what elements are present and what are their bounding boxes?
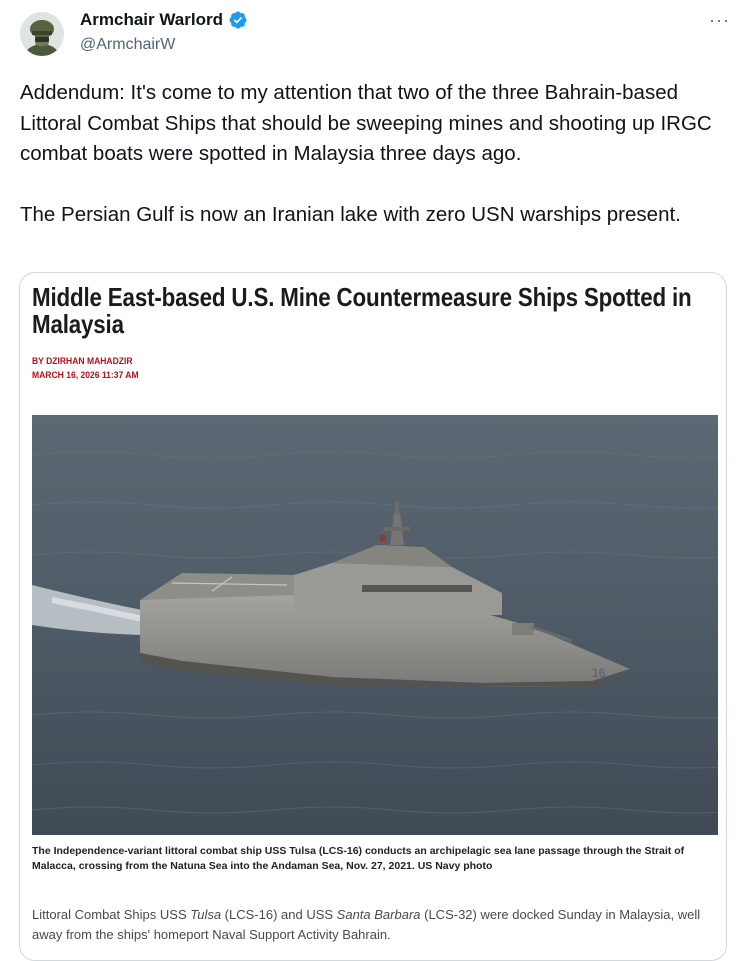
article-byline: [32, 355, 139, 383]
more-options-icon[interactable]: ···: [709, 10, 730, 30]
lede-text-1: Littoral Combat Ships USS: [32, 907, 191, 922]
photo-caption: The Independence-variant littoral combat ship USS Tulsa (LCS-16) conducts an archipelagic sea lane passage through the Strait of Malacca, crossing from the Natuna Sea into the Andaman Sea, Nov. 27, 2021. US Navy photo: [32, 845, 685, 872]
byline-date: MARCH 16, 2026 11:37 AM: [32, 370, 139, 381]
verified-badge-icon[interactable]: [228, 10, 248, 30]
display-name[interactable]: Armchair Warlord: [80, 10, 223, 29]
soldier-helmet-avatar-icon: [20, 12, 64, 56]
ship-photo-image: [32, 415, 718, 835]
article-lede: [32, 905, 712, 945]
lede-text-2: (LCS-16) and USS: [221, 907, 337, 922]
tweet-text: Addendum: It's come to my attention that two of the three Bahrain-based Littoral Combat Ships that should be sweeping mines and shooting up IRGC combat boats were spotted in Malaysia three days ago. The Persian Gulf is now an Iranian lake with zero USN warships present.: [20, 81, 712, 226]
lede-ship-2: Santa Barbara: [336, 907, 421, 922]
article-headline: Middle East-based U.S. Mine Countermeasure Ships Spotted in Malaysia: [32, 282, 692, 339]
article-photo: [32, 415, 718, 835]
author-name-row: [80, 10, 248, 30]
lede-text-3: (LCS-32) were docked Sunday in Malaysia, well away from the ships' homeport Naval Support Activity Bahrain.: [32, 907, 701, 942]
byline-author: BY DZIRHAN MAHADZIR: [32, 356, 133, 367]
hull-number: 16: [592, 666, 606, 680]
link-preview-card[interactable]: [19, 272, 727, 961]
author-handle[interactable]: @ArmchairW: [80, 36, 176, 53]
lede-ship-1: Tulsa: [190, 907, 222, 922]
avatar[interactable]: [20, 12, 64, 56]
